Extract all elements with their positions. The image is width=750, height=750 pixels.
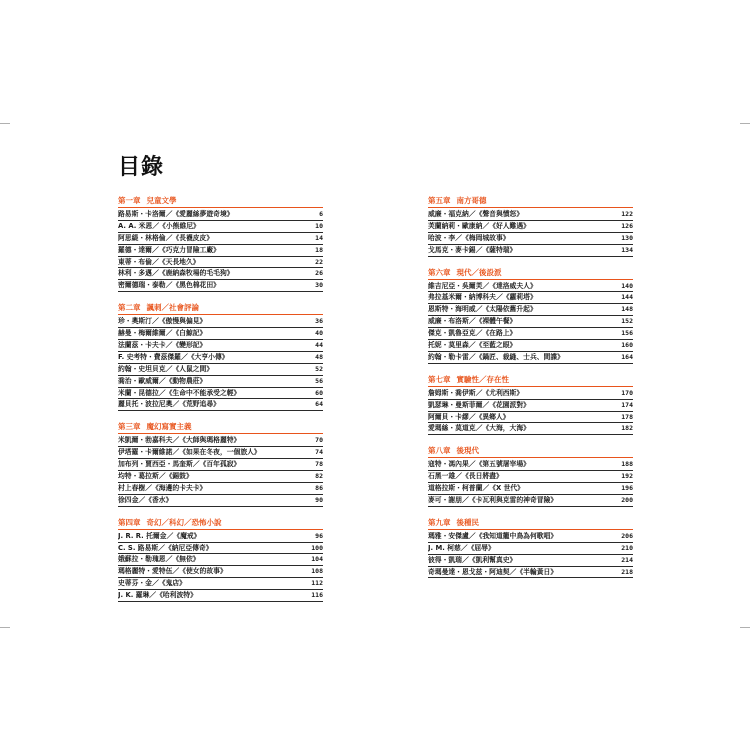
entry-title: 寇特・馮內果／《第五號屠宰場》 <box>428 460 530 469</box>
toc-entry[interactable] <box>118 245 323 257</box>
chapter-title: 現代／後設派 <box>456 267 502 277</box>
entry-page-number: 104 <box>311 555 323 564</box>
toc-entry[interactable] <box>428 400 633 412</box>
entry-page-number: 174 <box>621 400 633 409</box>
entry-title: 均特・葛拉斯／《錫鼓》 <box>118 472 193 481</box>
entry-title: 約翰・史坦貝克／《人鼠之間》 <box>118 364 214 373</box>
toc-entry[interactable] <box>428 388 633 400</box>
chapter-section <box>118 302 323 411</box>
entry-title: 維吉尼亞・吳爾芙／《達洛威夫人》 <box>428 281 537 290</box>
toc-entry[interactable] <box>118 316 323 328</box>
toc-entry[interactable] <box>118 495 323 507</box>
chapter-heading <box>428 374 633 387</box>
entry-page-number: 122 <box>621 210 633 218</box>
entry-title: 威廉・福克納／《聲音與憤怒》 <box>428 210 524 218</box>
entry-title: 道格拉斯・柯普蘭／《X 世代》 <box>428 484 524 493</box>
entry-page-number: 218 <box>621 567 633 576</box>
toc-entry[interactable] <box>118 388 323 400</box>
toc-entry[interactable] <box>428 209 633 221</box>
chapter-title: 兒童文學 <box>146 196 177 205</box>
entry-page-number: 188 <box>621 460 633 469</box>
entry-title: 林利・多邁／《鹿納森牧場的毛毛狗》 <box>118 269 234 278</box>
entry-page-number: 144 <box>621 293 633 302</box>
entry-title: 路易斯・卡洛爾／《愛麗絲夢遊奇境》 <box>118 210 234 218</box>
toc-entry[interactable] <box>428 567 633 579</box>
chapter-heading <box>428 195 633 208</box>
entry-title: 麗貝托・波拉尼奧／《荒野追尋》 <box>118 400 220 409</box>
entry-title: 奇瑪曼達・恩戈兹・阿迪契／《半輪黃日》 <box>428 567 558 576</box>
toc-entry[interactable] <box>428 531 633 543</box>
toc-left-column <box>118 195 323 612</box>
toc-entry[interactable] <box>118 268 323 280</box>
toc-entry[interactable] <box>428 304 633 316</box>
entry-page-number: 10 <box>315 221 323 230</box>
entry-page-number: 148 <box>621 305 633 314</box>
chapter-title: 魔幻寫實主義 <box>146 422 192 432</box>
entry-page-number: 22 <box>315 257 323 266</box>
entry-page-number: 70 <box>315 436 323 445</box>
entry-title: 密爾德瑞・泰勒／《黑色棉花田》 <box>118 281 220 290</box>
toc-entry[interactable] <box>428 292 633 304</box>
toc-entry[interactable] <box>118 221 323 233</box>
toc-entry[interactable] <box>118 531 323 543</box>
entry-page-number: 26 <box>315 269 323 278</box>
entry-page-number: 96 <box>315 531 323 540</box>
toc-entry[interactable] <box>118 399 323 411</box>
toc-entry[interactable] <box>428 459 633 471</box>
entry-page-number: 14 <box>315 233 323 242</box>
chapter-number: 第七章 <box>428 374 451 384</box>
toc-entry[interactable] <box>428 340 633 352</box>
toc-entry[interactable] <box>118 471 323 483</box>
entry-title: 米凱爾・勃嘉科夫／《大師與瑪格麗特》 <box>118 436 241 445</box>
toc-entry[interactable] <box>428 483 633 495</box>
chapter-heading <box>428 267 633 280</box>
chapter-number: 第五章 <box>428 196 451 205</box>
entry-title: 瑪格麗特・愛特伍／《使女的故事》 <box>118 567 227 576</box>
entry-page-number: 196 <box>621 484 633 493</box>
toc-entry[interactable] <box>428 555 633 567</box>
toc-entry[interactable] <box>428 281 633 293</box>
entry-page-number: 40 <box>315 329 323 338</box>
entry-page-number: 36 <box>315 317 323 326</box>
entry-title: 詹姆斯・喬伊斯／《尤利西斯》 <box>428 388 524 397</box>
crop-mark <box>740 627 750 628</box>
entry-title: 威廉・布洛斯／《裸體午餐》 <box>428 317 517 326</box>
toc-entry[interactable] <box>118 590 323 602</box>
entry-page-number: 48 <box>315 352 323 361</box>
toc-entry[interactable] <box>118 352 323 364</box>
entry-page-number: 182 <box>621 424 633 433</box>
entry-title: J. K. 羅琳／《哈利波特》 <box>118 591 197 600</box>
chapter-section <box>118 421 323 506</box>
chapter-number: 第九章 <box>428 517 451 527</box>
entry-page-number: 126 <box>621 221 633 230</box>
entry-page-number: 160 <box>621 341 633 350</box>
entry-page-number: 152 <box>621 317 633 326</box>
page-title: 目錄 <box>118 155 165 180</box>
entry-title: 凱瑟琳・曼斯菲爾／《花園派對》 <box>428 400 530 409</box>
entry-title: 村上春樹／《海邊的卡夫卡》 <box>118 483 207 492</box>
entry-page-number: 140 <box>621 281 633 290</box>
toc-entry[interactable] <box>118 578 323 590</box>
toc-entry[interactable] <box>428 423 633 435</box>
chapter-number: 第一章 <box>118 196 141 205</box>
chapter-title: 後現代 <box>456 446 479 456</box>
crop-mark <box>740 123 750 124</box>
entry-title: 徐四金／《香水》 <box>118 495 173 504</box>
entry-page-number: 18 <box>315 245 323 254</box>
entry-title: 愛瑪絲・莫道克／《大海，大海》 <box>428 424 530 433</box>
chapter-number: 第八章 <box>428 446 451 456</box>
toc-entry[interactable] <box>118 340 323 352</box>
toc-entry[interactable] <box>118 554 323 566</box>
chapter-section <box>428 517 633 579</box>
chapter-heading <box>118 195 323 208</box>
entry-page-number: 64 <box>315 400 323 409</box>
entry-page-number: 170 <box>621 388 633 397</box>
entry-page-number: 178 <box>621 412 633 421</box>
toc-entry[interactable] <box>428 328 633 340</box>
entry-page-number: 78 <box>315 460 323 469</box>
entry-title: 戈馬克・麥卡錫／《薩特瑞》 <box>428 245 517 254</box>
chapter-heading <box>428 517 633 530</box>
entry-page-number: 30 <box>315 281 323 290</box>
toc-entry[interactable] <box>118 483 323 495</box>
entry-page-number: 108 <box>311 567 323 576</box>
entry-title: 史蒂芬・金／《鬼店》 <box>118 579 186 588</box>
entry-page-number: 86 <box>315 483 323 492</box>
toc-entry[interactable] <box>428 245 633 257</box>
entry-page-number: 90 <box>315 495 323 504</box>
chapter-number: 第三章 <box>118 422 141 432</box>
entry-page-number: 130 <box>621 233 633 242</box>
chapter-section <box>428 445 633 507</box>
chapter-title: 南方哥德 <box>456 196 487 205</box>
chapter-heading <box>118 421 323 434</box>
chapter-number: 第二章 <box>118 303 141 313</box>
toc-entry[interactable] <box>118 566 323 578</box>
toc-entry[interactable] <box>428 233 633 245</box>
entry-page-number: 134 <box>621 245 633 254</box>
entry-title: 赫曼・梅爾維爾／《白鯨記》 <box>118 329 207 338</box>
chapter-section <box>118 195 323 292</box>
entry-title: 石黑一雄／《長日將盡》 <box>428 472 503 481</box>
entry-title: 珍・奧斯汀／《傲慢與偏見》 <box>118 317 207 326</box>
entry-title: 彼得・凱瑞／《凱利幫真史》 <box>428 555 517 564</box>
entry-title: 米蘭・昆德拉／《生命中不能承受之輕》 <box>118 388 241 397</box>
entry-page-number: 192 <box>621 472 633 481</box>
entry-page-number: 52 <box>315 364 323 373</box>
entry-title: 東蒂・布倫／《天長地久》 <box>118 257 200 266</box>
entry-title: J. M. 柯慈／《屈辱》 <box>428 543 495 552</box>
entry-title: 傑克・凱魯亞克／《在路上》 <box>428 329 517 338</box>
entry-title: 喬治・歐威爾／《動物農莊》 <box>118 376 207 385</box>
entry-title: 芙蘭納莉・歐康納／《好人難遇》 <box>428 221 530 230</box>
entry-title: 阿爾貝・卡繆／《異鄉人》 <box>428 412 510 421</box>
toc-entry[interactable] <box>118 459 323 471</box>
entry-title: 羅德・達爾／《巧克力冒險工廠》 <box>118 245 220 254</box>
chapter-title: 實驗性／存在性 <box>456 374 509 384</box>
entry-page-number: 116 <box>311 591 323 600</box>
toc-entry[interactable] <box>118 376 323 388</box>
entry-title: 法蘭茲・卡夫卡／《變形記》 <box>118 341 207 350</box>
chapter-section <box>428 195 633 257</box>
entry-title: 伊塔羅・卡爾維諾／《如果在冬夜，一個旅人》 <box>118 448 261 457</box>
toc-entry[interactable] <box>118 364 323 376</box>
entry-title: 恩斯特・海明威／《太陽依舊升起》 <box>428 305 537 314</box>
entry-title: 托妮・莫里森／《至藍之眼》 <box>428 341 517 350</box>
toc-entry[interactable] <box>118 257 323 269</box>
entry-title: 約翰・勒卡雷／《鍋匠、裁縫、士兵、間諜》 <box>428 352 564 361</box>
chapter-number: 第四章 <box>118 517 141 527</box>
toc-entry[interactable] <box>428 412 633 424</box>
toc-entry[interactable] <box>428 352 633 364</box>
crop-mark <box>0 123 10 124</box>
entry-page-number: 200 <box>621 496 633 505</box>
toc-entry[interactable] <box>428 471 633 483</box>
chapter-number: 第六章 <box>428 267 451 277</box>
entry-page-number: 112 <box>311 579 323 588</box>
entry-title: J. R. R. 托爾金／《魔戒》 <box>118 531 201 540</box>
entry-page-number: 60 <box>315 388 323 397</box>
chapter-title: 諷刺／社會評論 <box>146 303 199 313</box>
toc-right-column <box>428 195 633 588</box>
toc-entry[interactable] <box>118 543 323 555</box>
entry-page-number: 164 <box>621 352 633 361</box>
entry-title: 哈波・李／《梅岡城故事》 <box>428 233 510 242</box>
entry-page-number: 214 <box>621 555 633 564</box>
chapter-title: 後種民 <box>456 517 479 527</box>
entry-page-number: 82 <box>315 472 323 481</box>
toc-entry[interactable] <box>428 221 633 233</box>
entry-title: A. A. 米恩／《小熊維尼》 <box>118 221 200 230</box>
chapter-section <box>428 267 633 364</box>
entry-page-number: 210 <box>621 543 633 552</box>
entry-title: 弗拉基米爾・納博科夫／《蘿莉塔》 <box>428 293 537 302</box>
entry-title: 瑪雅・安傑盧／《我知道籠中鳥為何歌唱》 <box>428 531 558 540</box>
toc-entry[interactable] <box>428 316 633 328</box>
entry-page-number: 74 <box>315 448 323 457</box>
entry-page-number: 6 <box>319 210 323 218</box>
entry-title: 麥可・謝朋／《卡瓦利與克雷的神奇冒險》 <box>428 496 558 505</box>
toc-entry[interactable] <box>428 495 633 507</box>
chapter-heading <box>118 302 323 315</box>
entry-title: 阿思緹・林格倫／《長襪皮皮》 <box>118 233 214 242</box>
chapter-section <box>428 374 633 436</box>
crop-mark <box>0 627 10 628</box>
entry-page-number: 56 <box>315 376 323 385</box>
toc-entry[interactable] <box>428 543 633 555</box>
entry-page-number: 44 <box>315 341 323 350</box>
entry-title: C. S. 路易斯／《納尼亞傳奇》 <box>118 543 213 552</box>
chapter-section <box>118 517 323 602</box>
toc-entry[interactable] <box>118 328 323 340</box>
entry-page-number: 156 <box>621 329 633 338</box>
entry-page-number: 100 <box>311 543 323 552</box>
toc-entry[interactable] <box>118 209 323 221</box>
chapter-title: 奇幻／科幻／恐怖小說 <box>146 517 222 527</box>
entry-title: F. 史考特・費茲傑羅／《大亨小傳》 <box>118 352 229 361</box>
entry-title: 加布列・賈西亞・馬奎斯／《百年孤寂》 <box>118 460 241 469</box>
toc-entry[interactable] <box>118 435 323 447</box>
chapter-heading <box>118 517 323 530</box>
toc-entry[interactable] <box>118 280 323 292</box>
chapter-heading <box>428 445 633 458</box>
toc-entry[interactable] <box>118 233 323 245</box>
toc-entry[interactable] <box>118 447 323 459</box>
entry-title: 娥蘇拉・勒瑰恩／《無依》 <box>118 555 200 564</box>
entry-page-number: 206 <box>621 531 633 540</box>
